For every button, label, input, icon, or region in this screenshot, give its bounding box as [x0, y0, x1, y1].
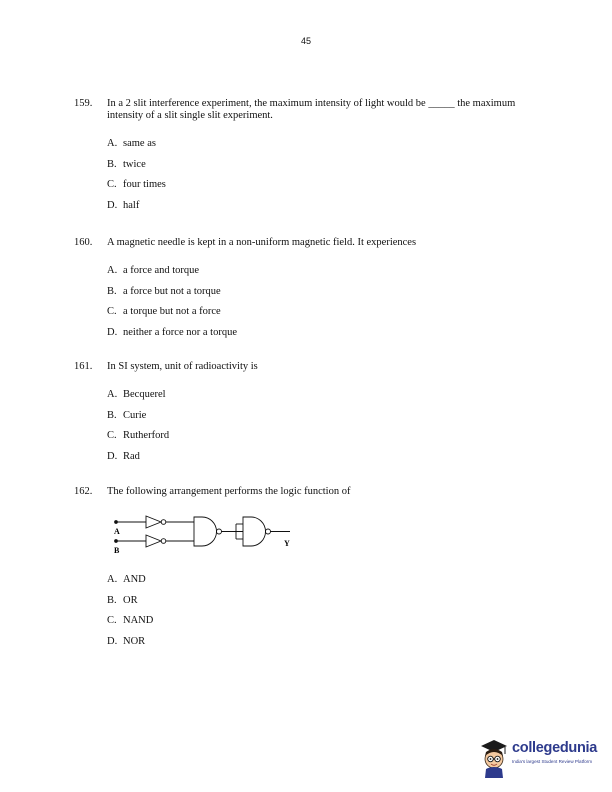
- question-text: A magnetic needle is kept in a non-uniform magnetic field. It experiences: [107, 237, 417, 248]
- option-text: Curie: [123, 409, 147, 421]
- option-letter: B.: [107, 285, 117, 297]
- question-text: In a 2 slit interference experiment, the maximum intensity of light would be _____ the maximum intensity of a slit single slit experiment.: [107, 98, 516, 121]
- option-b: [107, 410, 554, 431]
- option-b: [107, 159, 554, 180]
- option-letter: D.: [107, 327, 118, 339]
- option-letter: B.: [107, 594, 117, 606]
- options-list: [107, 574, 554, 657]
- question-160: [74, 237, 554, 348]
- option-letter: B.: [107, 409, 117, 421]
- option-d: [107, 636, 554, 657]
- option-text: Rutherford: [123, 430, 170, 442]
- question-number: 159.: [74, 98, 93, 109]
- options-list: [107, 265, 554, 348]
- option-text: NOR: [123, 636, 146, 648]
- option-c: [107, 179, 554, 200]
- option-letter: C.: [107, 179, 117, 191]
- option-text: OR: [123, 594, 138, 606]
- option-text: NAND: [123, 615, 154, 627]
- not-gate-b: [146, 535, 161, 547]
- nand-gate-1: [194, 517, 216, 546]
- nand-gate-2-bubble: [266, 529, 271, 534]
- option-a: [107, 265, 554, 286]
- question-stem: [74, 361, 554, 373]
- brand-tagline: India's largest Student Review Platform: [512, 759, 593, 764]
- option-letter: A.: [107, 265, 118, 276]
- option-text: Becquerel: [123, 389, 166, 400]
- option-text: twice: [123, 158, 146, 170]
- question-161: [74, 361, 554, 472]
- option-text: Rad: [123, 451, 140, 463]
- option-a: [107, 138, 554, 159]
- option-letter: B.: [107, 158, 117, 170]
- page-number: 45: [300, 36, 311, 46]
- option-text: a force and torque: [123, 265, 200, 276]
- option-letter: C.: [107, 615, 117, 627]
- option-text: a torque but not a force: [123, 306, 221, 318]
- nand-gate-1-bubble: [217, 529, 222, 534]
- option-c: [107, 430, 554, 451]
- option-letter: A.: [107, 389, 118, 400]
- option-text: AND: [123, 574, 146, 585]
- question-stem: [74, 237, 554, 249]
- label-input-b: B: [114, 546, 120, 555]
- nand-gate-2: [243, 517, 265, 546]
- question-number: 162.: [74, 486, 93, 497]
- option-text: four times: [123, 179, 166, 191]
- options-list: [107, 389, 554, 472]
- option-d: [107, 200, 554, 221]
- option-letter: D.: [107, 636, 118, 648]
- option-text: same as: [123, 138, 156, 149]
- question-stem: [74, 486, 554, 498]
- question-159: [74, 98, 554, 221]
- option-b: [107, 595, 554, 616]
- option-letter: D.: [107, 200, 118, 212]
- question-stem: [74, 98, 554, 122]
- logic-circuit-diagram: [110, 510, 310, 558]
- terminal-b: [115, 540, 118, 543]
- option-text: half: [123, 200, 140, 212]
- option-letter: A.: [107, 138, 118, 149]
- option-letter: C.: [107, 306, 117, 318]
- option-letter: C.: [107, 430, 117, 442]
- option-b: [107, 286, 554, 307]
- options-list: [107, 138, 554, 221]
- option-letter: A.: [107, 574, 118, 585]
- graduate-mascot-icon: [478, 738, 510, 778]
- question-number: 160.: [74, 237, 93, 248]
- option-letter: D.: [107, 451, 118, 463]
- question-number: 161.: [74, 361, 93, 372]
- option-text: neither a force nor a torque: [123, 327, 237, 339]
- option-d: [107, 327, 554, 348]
- question-text: The following arrangement performs the logic function of: [107, 486, 351, 497]
- question-text: In SI system, unit of radioactivity is: [107, 361, 258, 372]
- not-gate-a: [146, 516, 161, 528]
- terminal-a: [115, 521, 118, 524]
- label-output-y: Y: [284, 539, 290, 548]
- brand-name: collegedunia: [512, 740, 598, 756]
- option-a: [107, 574, 554, 595]
- option-a: [107, 389, 554, 410]
- label-input-a: A: [114, 527, 120, 536]
- option-c: [107, 615, 554, 636]
- option-text: a force but not a torque: [123, 285, 221, 297]
- option-d: [107, 451, 554, 472]
- option-c: [107, 306, 554, 327]
- collegedunia-logo: [478, 738, 608, 778]
